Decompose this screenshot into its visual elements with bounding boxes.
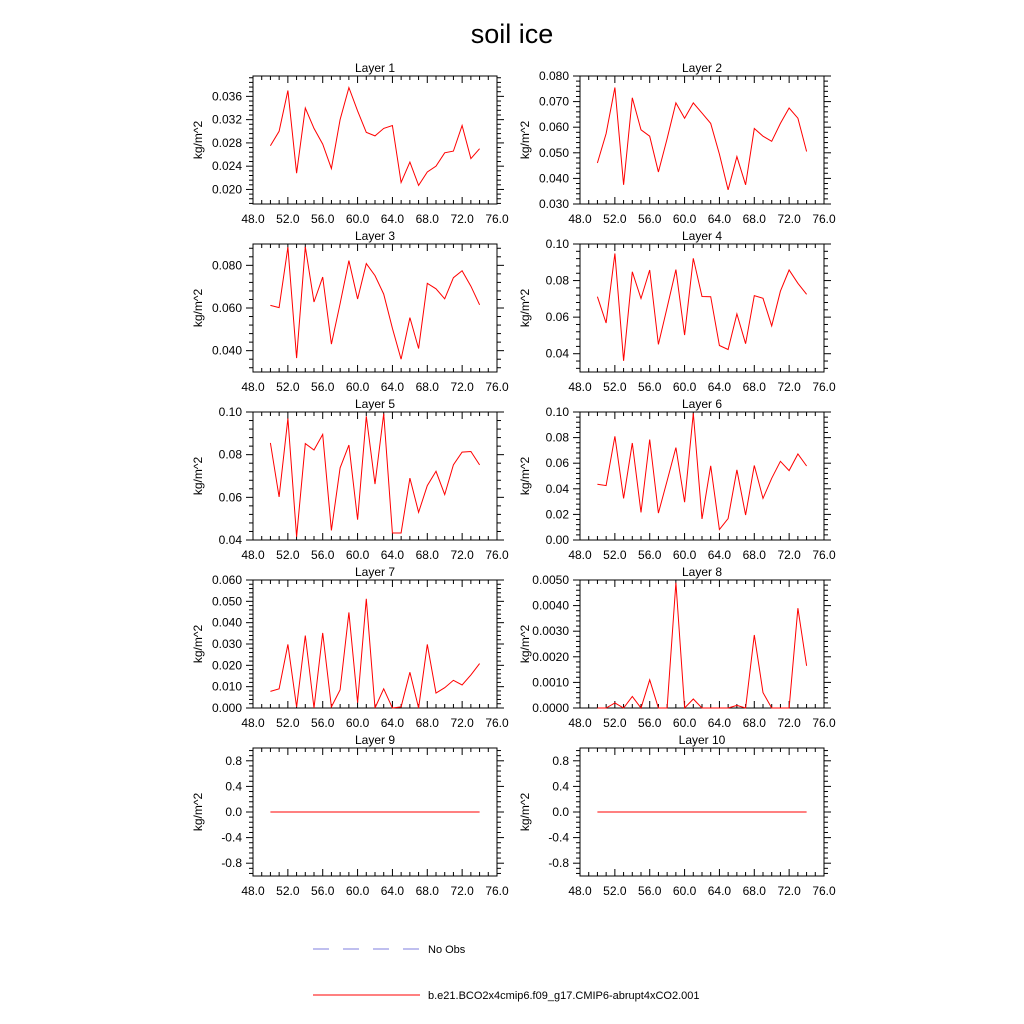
figure-title: soil ice — [470, 19, 554, 49]
y-tick-label: -0.8 — [221, 856, 242, 871]
x-tick-label: 60.0 — [672, 884, 697, 898]
x-tick-label: 60.0 — [345, 716, 370, 730]
x-tick-label: 56.0 — [311, 716, 335, 730]
y-tick-label: 0.0040 — [532, 598, 569, 613]
panel-10 — [518, 733, 836, 898]
panel-title: Layer 3 — [354, 229, 396, 243]
y-axis-label: kg/m^2 — [191, 792, 205, 832]
y-axis-label: kg/m^2 — [191, 120, 205, 160]
x-tick-label: 52.0 — [603, 884, 627, 898]
x-tick-label: 48.0 — [241, 716, 265, 730]
x-tick-label: 60.0 — [672, 548, 697, 562]
y-tick-label: 0.0 — [552, 805, 569, 819]
panel-8 — [518, 565, 836, 730]
series-line — [270, 247, 479, 359]
y-tick-label: 0.0000 — [532, 701, 569, 715]
y-axis-label: kg/m^2 — [191, 288, 205, 328]
x-tick-label: 52.0 — [276, 548, 300, 562]
y-tick-label: 0.4 — [225, 779, 242, 794]
x-tick-label: 76.0 — [812, 884, 836, 898]
panel-title: Layer 8 — [681, 565, 723, 579]
x-tick-label: 60.0 — [345, 884, 370, 898]
y-axis-label: kg/m^2 — [191, 456, 205, 496]
y-tick-label: 0.0 — [225, 805, 242, 819]
panel-7 — [191, 565, 509, 730]
y-tick-label: 0.010 — [211, 679, 242, 694]
panel-title: Layer 1 — [354, 61, 396, 75]
y-tick-label: 0.040 — [211, 343, 242, 358]
x-tick-label: 56.0 — [311, 548, 335, 562]
series-line — [270, 414, 479, 537]
y-axis-label: kg/m^2 — [518, 288, 532, 328]
x-tick-label: 76.0 — [485, 716, 509, 730]
panel-frame — [253, 580, 497, 708]
legend — [313, 944, 700, 1002]
x-tick-label: 72.0 — [777, 884, 801, 898]
x-tick-label: 68.0 — [415, 716, 439, 730]
y-tick-label: 0.4 — [552, 779, 569, 794]
y-tick-label: 0.000 — [211, 701, 242, 715]
y-tick-label: -0.8 — [548, 856, 569, 871]
x-tick-label: 76.0 — [812, 212, 836, 226]
x-tick-label: 60.0 — [672, 380, 697, 394]
y-tick-label: 0.10 — [545, 405, 569, 419]
legend-model-label: b.e21.BCO2x4cmip6.f09_g17.CMIP6-abrupt4xCO2.001 — [428, 990, 700, 1002]
x-tick-label: 48.0 — [241, 884, 265, 898]
x-tick-label: 72.0 — [450, 212, 474, 226]
y-tick-label: 0.036 — [211, 89, 242, 104]
y-tick-label: 0.8 — [225, 753, 242, 768]
x-tick-label: 76.0 — [812, 716, 836, 730]
x-tick-label: 68.0 — [415, 380, 439, 394]
panel-frame — [253, 76, 497, 204]
series-line — [597, 583, 806, 708]
x-tick-label: 76.0 — [485, 548, 509, 562]
x-tick-label: 64.0 — [707, 380, 732, 394]
y-tick-label: 0.04 — [545, 346, 569, 361]
x-tick-label: 52.0 — [603, 548, 627, 562]
y-tick-label: -0.4 — [548, 830, 569, 845]
y-tick-label: 0.040 — [538, 171, 569, 186]
x-tick-label: 68.0 — [415, 884, 439, 898]
x-tick-label: 60.0 — [672, 716, 697, 730]
panel-6 — [518, 397, 836, 562]
x-tick-label: 68.0 — [742, 380, 766, 394]
x-tick-label: 48.0 — [241, 212, 265, 226]
y-tick-label: 0.060 — [211, 573, 242, 587]
y-tick-label: 0.10 — [545, 237, 569, 251]
y-tick-label: 0.0030 — [532, 624, 569, 639]
x-tick-label: 48.0 — [568, 380, 592, 394]
x-tick-label: 68.0 — [742, 212, 766, 226]
x-tick-label: 72.0 — [777, 380, 801, 394]
x-tick-label: 52.0 — [603, 212, 627, 226]
x-tick-label: 72.0 — [777, 548, 801, 562]
x-tick-label: 68.0 — [415, 212, 439, 226]
y-tick-label: 0.06 — [218, 490, 242, 505]
y-axis-label: kg/m^2 — [518, 624, 532, 664]
x-tick-label: 56.0 — [638, 884, 662, 898]
x-tick-label: 76.0 — [812, 548, 836, 562]
series-line — [597, 88, 806, 190]
x-tick-label: 56.0 — [311, 212, 335, 226]
x-tick-label: 72.0 — [777, 212, 801, 226]
x-tick-label: 56.0 — [638, 212, 662, 226]
x-tick-label: 60.0 — [672, 212, 697, 226]
x-tick-label: 64.0 — [707, 548, 732, 562]
x-tick-label: 64.0 — [380, 548, 405, 562]
panel-3 — [191, 229, 509, 394]
y-tick-label: 0.024 — [211, 159, 242, 174]
y-tick-label: 0.06 — [545, 310, 569, 325]
x-tick-label: 48.0 — [568, 716, 592, 730]
x-tick-label: 64.0 — [380, 716, 405, 730]
x-tick-label: 72.0 — [450, 884, 474, 898]
series-line — [597, 413, 806, 529]
panel-frame — [580, 412, 824, 540]
y-tick-label: 0.080 — [538, 69, 569, 83]
x-tick-label: 60.0 — [345, 548, 370, 562]
x-tick-label: 56.0 — [311, 380, 335, 394]
panel-title: Layer 2 — [681, 61, 723, 75]
x-tick-label: 72.0 — [450, 716, 474, 730]
series-line — [270, 599, 479, 708]
y-tick-label: 0.030 — [538, 197, 569, 211]
x-tick-label: 48.0 — [241, 380, 265, 394]
y-tick-label: 0.020 — [211, 182, 242, 197]
x-tick-label: 60.0 — [345, 212, 370, 226]
x-tick-label: 48.0 — [568, 212, 592, 226]
x-tick-label: 64.0 — [707, 716, 732, 730]
panel-title: Layer 4 — [681, 229, 723, 243]
y-tick-label: 0.8 — [552, 753, 569, 768]
x-tick-label: 52.0 — [276, 884, 300, 898]
y-tick-label: 0.080 — [211, 258, 242, 273]
x-tick-label: 64.0 — [707, 884, 732, 898]
panel-4 — [518, 229, 836, 394]
x-tick-label: 48.0 — [568, 884, 592, 898]
y-tick-label: 0.0010 — [532, 675, 569, 690]
panels — [191, 61, 836, 898]
x-tick-label: 56.0 — [311, 884, 335, 898]
y-tick-label: 0.032 — [211, 112, 242, 127]
x-tick-label: 76.0 — [812, 380, 836, 394]
y-tick-label: 0.020 — [211, 658, 242, 673]
x-tick-label: 64.0 — [380, 884, 405, 898]
x-tick-label: 48.0 — [241, 548, 265, 562]
y-tick-label: 0.070 — [538, 94, 569, 109]
x-tick-label: 76.0 — [485, 884, 509, 898]
x-tick-label: 64.0 — [707, 212, 732, 226]
panel-title: Layer 10 — [678, 733, 726, 747]
panel-title: Layer 5 — [354, 397, 396, 411]
x-tick-label: 72.0 — [777, 716, 801, 730]
series-line — [597, 254, 806, 361]
x-tick-label: 68.0 — [742, 884, 766, 898]
y-axis-label: kg/m^2 — [191, 624, 205, 664]
y-tick-label: 0.030 — [211, 637, 242, 651]
panel-title: Layer 6 — [681, 397, 723, 411]
y-tick-label: 0.028 — [211, 135, 242, 150]
x-tick-label: 68.0 — [742, 716, 766, 730]
panel-frame — [580, 580, 824, 708]
legend-obs-label: No Obs — [428, 944, 466, 956]
x-tick-label: 64.0 — [380, 212, 405, 226]
x-tick-label: 64.0 — [380, 380, 405, 394]
panel-2 — [518, 61, 836, 226]
x-tick-label: 52.0 — [603, 380, 627, 394]
panel-frame — [580, 244, 824, 372]
x-tick-label: 76.0 — [485, 380, 509, 394]
y-tick-label: 0.040 — [211, 615, 242, 630]
panel-frame — [580, 76, 824, 204]
y-tick-label: 0.0050 — [532, 573, 569, 587]
panel-title: Layer 7 — [354, 565, 396, 579]
y-tick-label: 0.08 — [545, 430, 569, 445]
x-tick-label: 76.0 — [485, 212, 509, 226]
y-tick-label: 0.08 — [218, 447, 242, 462]
x-tick-label: 52.0 — [603, 716, 627, 730]
y-tick-label: 0.060 — [211, 301, 242, 315]
x-tick-label: 56.0 — [638, 716, 662, 730]
y-tick-label: 0.050 — [538, 145, 569, 160]
y-tick-label: 0.08 — [545, 273, 569, 288]
x-tick-label: 60.0 — [345, 380, 370, 394]
x-tick-label: 56.0 — [638, 548, 662, 562]
x-tick-label: 68.0 — [742, 548, 766, 562]
series-line — [270, 88, 479, 186]
x-tick-label: 52.0 — [276, 380, 300, 394]
y-tick-label: -0.4 — [221, 830, 242, 845]
panel-1 — [191, 61, 509, 226]
x-tick-label: 72.0 — [450, 380, 474, 394]
y-tick-label: 0.06 — [545, 456, 569, 471]
y-tick-label: 0.04 — [545, 481, 569, 496]
y-tick-label: 0.10 — [218, 405, 242, 419]
y-tick-label: 0.02 — [545, 507, 569, 522]
panel-frame — [253, 412, 497, 540]
x-tick-label: 52.0 — [276, 716, 300, 730]
panel-9 — [191, 733, 509, 898]
y-axis-label: kg/m^2 — [518, 792, 532, 832]
x-tick-label: 52.0 — [276, 212, 300, 226]
y-tick-label: 0.050 — [211, 594, 242, 609]
y-axis-label: kg/m^2 — [518, 456, 532, 496]
y-tick-label: 0.0020 — [532, 649, 569, 664]
panel-title: Layer 9 — [354, 733, 396, 747]
y-axis-label: kg/m^2 — [518, 120, 532, 160]
x-tick-label: 56.0 — [638, 380, 662, 394]
panel-5 — [191, 397, 509, 562]
x-tick-label: 72.0 — [450, 548, 474, 562]
y-tick-label: 0.04 — [218, 533, 242, 547]
x-tick-label: 48.0 — [568, 548, 592, 562]
y-tick-label: 0.00 — [545, 533, 569, 547]
y-tick-label: 0.060 — [538, 120, 569, 135]
x-tick-label: 68.0 — [415, 548, 439, 562]
